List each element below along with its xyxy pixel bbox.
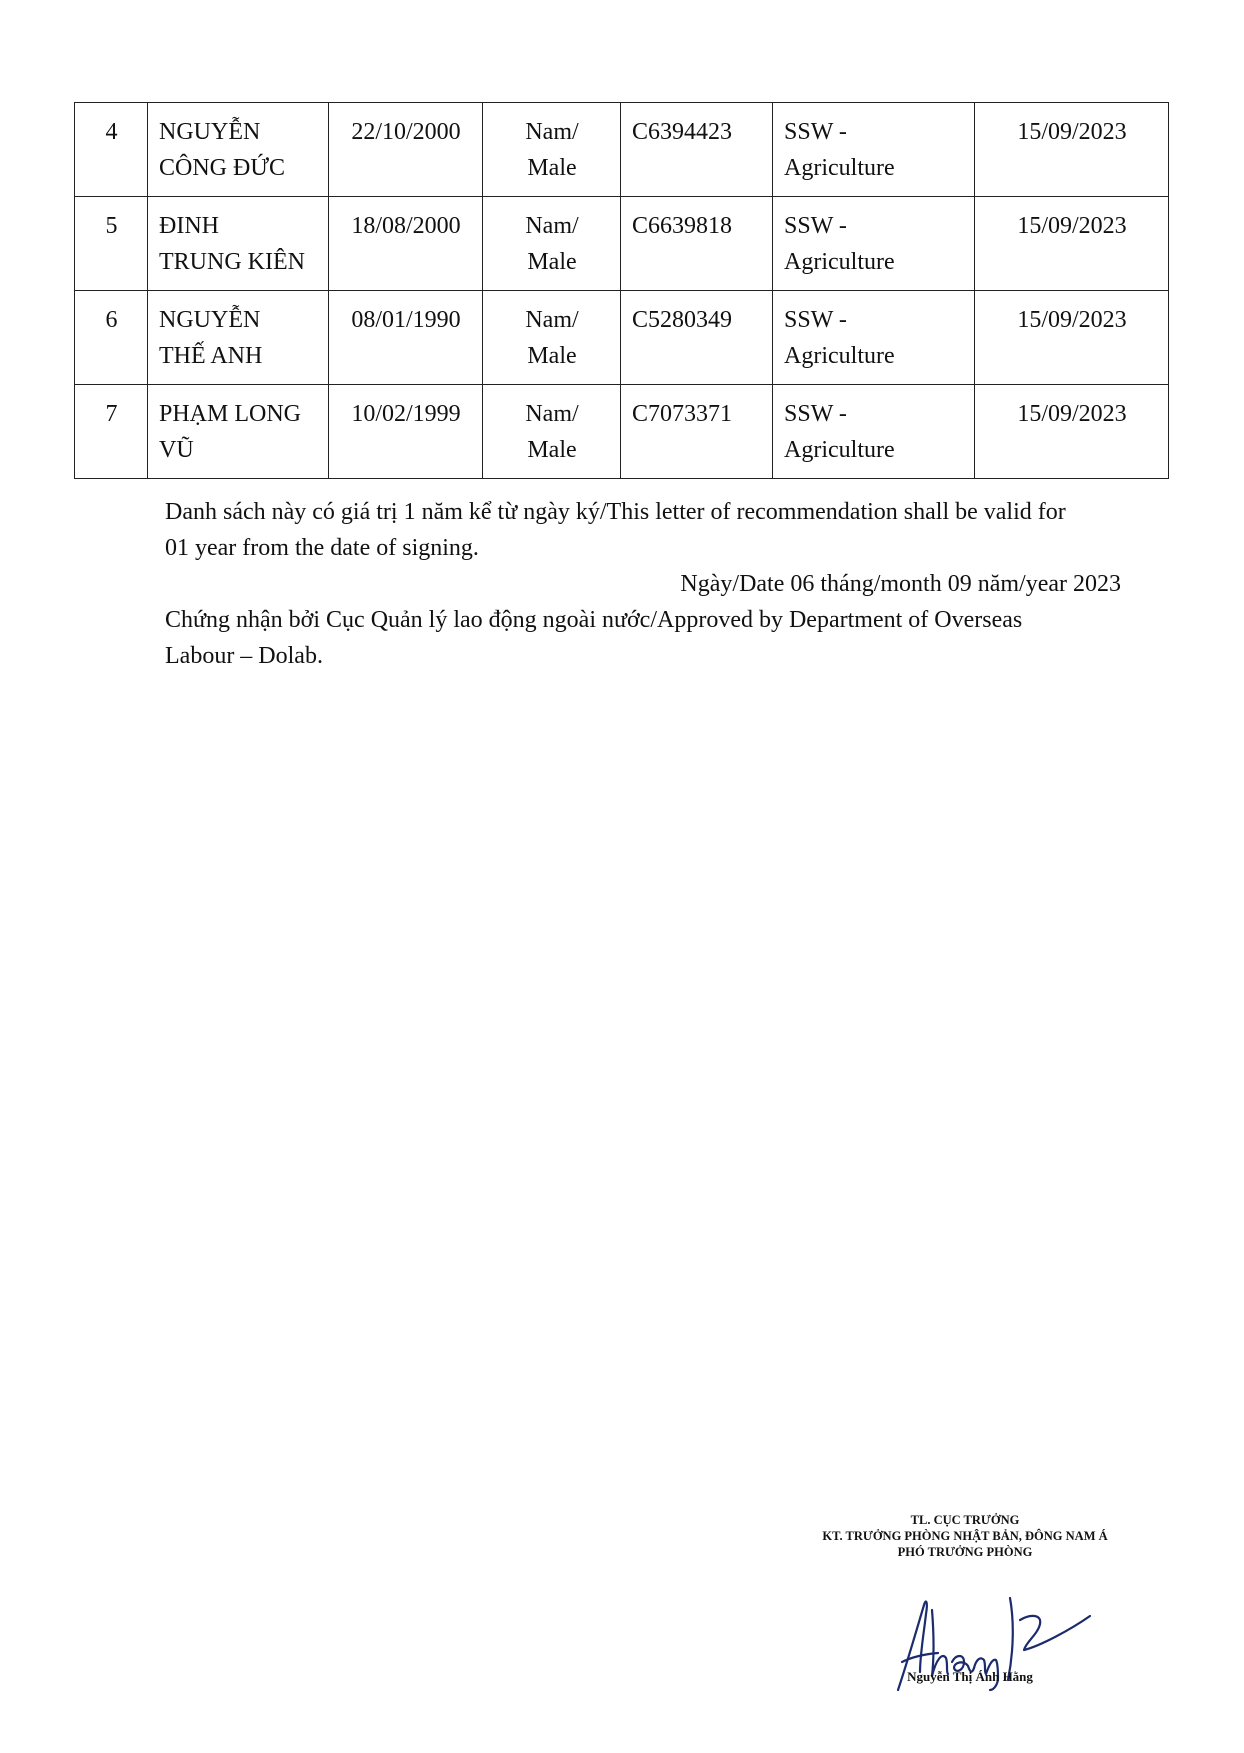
- row-number-cell: [75, 291, 148, 385]
- gender-cell-text-line2: Male: [527, 343, 577, 369]
- date-cell: [975, 197, 1169, 291]
- passport-number-cell-text: C6394423: [632, 119, 733, 145]
- signature-title-line2: KT. TRƯỞNG PHÒNG NHẬT BẢN, ĐÔNG NAM Á: [822, 1529, 1108, 1543]
- full-name-cell: [148, 291, 329, 385]
- row-number-cell: [75, 385, 148, 479]
- date-of-birth-cell-text: 18/08/2000: [351, 213, 461, 239]
- date-cell: [975, 103, 1169, 197]
- signature-title-line3: PHÓ TRƯỞNG PHÒNG: [897, 1545, 1033, 1559]
- program-cell-text-line1: SSW -: [784, 401, 847, 427]
- date-cell-text: 15/09/2023: [1017, 213, 1127, 239]
- row-number-cell: [75, 103, 148, 197]
- gender-cell-text-line1: Nam/: [525, 119, 579, 145]
- date-of-birth-cell-text: 22/10/2000: [351, 119, 461, 145]
- full-name-cell-text-line1: NGUYỄN: [159, 307, 261, 333]
- validity-note-line1: Danh sách này có giá trị 1 năm kể từ ngày ký/This letter of recommendation shall be valid for: [165, 499, 1066, 525]
- date-cell: [975, 385, 1169, 479]
- gender-cell: [483, 103, 621, 197]
- date-cell-text: 15/09/2023: [1017, 401, 1127, 427]
- date-of-birth-cell: [329, 291, 483, 385]
- signature-title-line1: TL. CỤC TRƯỞNG: [910, 1513, 1020, 1527]
- passport-number-cell: [621, 291, 773, 385]
- gender-cell-text-line2: Male: [527, 249, 577, 275]
- row-number-cell-text: 4: [105, 119, 118, 145]
- passport-number-cell-text: C5280349: [632, 307, 733, 333]
- notes-section: [165, 494, 1165, 674]
- program-cell-text-line2: Agriculture: [784, 437, 895, 463]
- date-of-birth-cell-text: 10/02/1999: [351, 401, 461, 427]
- gender-cell: [483, 291, 621, 385]
- gender-cell: [483, 385, 621, 479]
- gender-cell-text-line2: Male: [527, 155, 577, 181]
- gender-cell-text-line1: Nam/: [525, 307, 579, 333]
- passport-number-cell: [621, 197, 773, 291]
- table-row: [75, 103, 1169, 197]
- row-number-cell: [75, 197, 148, 291]
- table-row: [75, 197, 1169, 291]
- table-body: [75, 103, 1169, 479]
- row-number-cell-text: 5: [105, 213, 118, 239]
- table-row: [75, 385, 1169, 479]
- full-name-cell-text-line1: NGUYỄN: [159, 119, 261, 145]
- program-cell-text-line1: SSW -: [784, 213, 847, 239]
- signer-name: Nguyễn Thị Ánh Hằng: [907, 1669, 1033, 1684]
- approval-note: [165, 602, 1165, 674]
- date-of-birth-cell: [329, 103, 483, 197]
- full-name-cell-text-line2: THẾ ANH: [159, 343, 263, 369]
- program-cell-text-line1: SSW -: [784, 119, 847, 145]
- worker-list-table: [74, 102, 1169, 479]
- program-cell-text-line2: Agriculture: [784, 155, 895, 181]
- program-cell: [773, 103, 975, 197]
- full-name-cell: [148, 197, 329, 291]
- date-cell-text: 15/09/2023: [1017, 119, 1127, 145]
- program-cell: [773, 291, 975, 385]
- validity-note-line2: 01 year from the date of signing.: [165, 535, 479, 561]
- program-cell: [773, 197, 975, 291]
- signature-title-block: [790, 1512, 1140, 1560]
- issue-date: Ngày/Date 06 tháng/month 09 năm/year 2023: [680, 571, 1121, 597]
- program-cell-text-line1: SSW -: [784, 307, 847, 333]
- table-row: [75, 291, 1169, 385]
- gender-cell-text-line2: Male: [527, 437, 577, 463]
- program-cell-text-line2: Agriculture: [784, 249, 895, 275]
- full-name-cell: [148, 103, 329, 197]
- full-name-cell-text-line1: PHẠM LONG: [159, 401, 302, 427]
- program-cell-text-line2: Agriculture: [784, 343, 895, 369]
- full-name-cell-text-line1: ĐINH: [159, 213, 219, 239]
- date-of-birth-cell-text: 08/01/1990: [351, 307, 461, 333]
- program-cell: [773, 385, 975, 479]
- gender-cell-text-line1: Nam/: [525, 401, 579, 427]
- full-name-cell-text-line2: TRUNG KIÊN: [159, 249, 305, 275]
- date-of-birth-cell: [329, 385, 483, 479]
- full-name-cell-text-line2: CÔNG ĐỨC: [159, 155, 285, 181]
- passport-number-cell-text: C6639818: [632, 213, 733, 239]
- row-number-cell-text: 6: [105, 307, 118, 333]
- passport-number-cell-text: C7073371: [632, 401, 733, 427]
- row-number-cell-text: 7: [105, 401, 118, 427]
- date-cell: [975, 291, 1169, 385]
- date-cell-text: 15/09/2023: [1017, 307, 1127, 333]
- gender-cell: [483, 197, 621, 291]
- passport-number-cell: [621, 385, 773, 479]
- approval-note-line1: Chứng nhận bởi Cục Quản lý lao động ngoài nước/Approved by Department of Overseas: [165, 607, 1023, 633]
- gender-cell-text-line1: Nam/: [525, 213, 579, 239]
- full-name-cell-text-line2: VŨ: [159, 437, 194, 463]
- validity-note: [165, 494, 1165, 566]
- full-name-cell: [148, 385, 329, 479]
- date-of-birth-cell: [329, 197, 483, 291]
- approval-note-line2: Labour – Dolab.: [165, 643, 323, 669]
- passport-number-cell: [621, 103, 773, 197]
